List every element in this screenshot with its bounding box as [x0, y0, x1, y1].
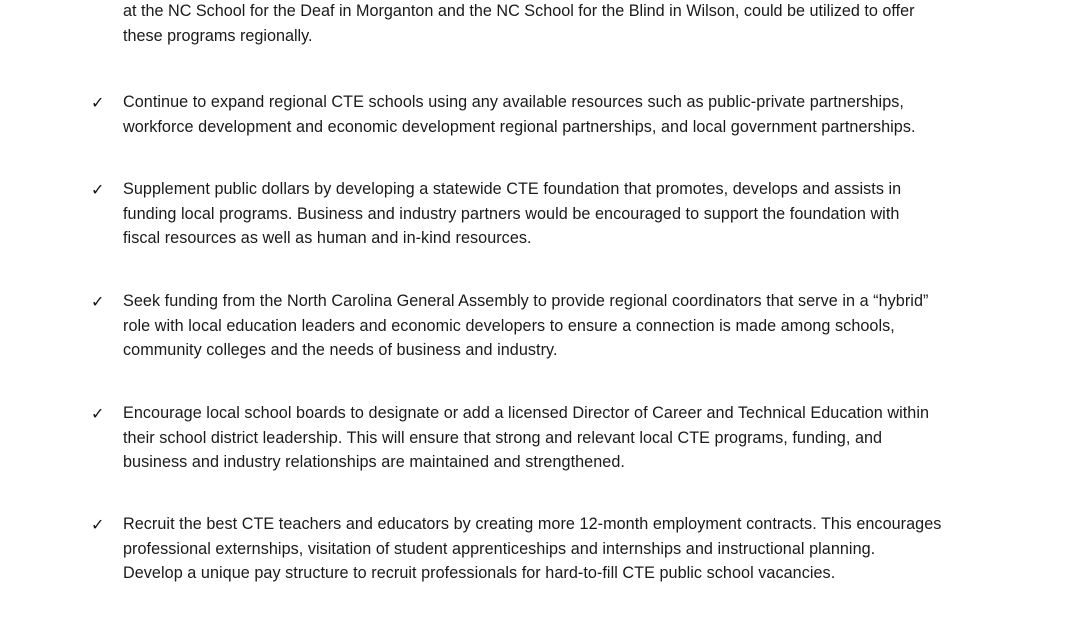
- bullet-line: Continue to expand regional CTE schools using any available resources such as public-private partnerships,: [123, 93, 904, 111]
- bullet-text: [123, 289, 1033, 363]
- bullet-text: [123, 177, 1033, 251]
- bullet-line: Develop a unique pay structure to recruit professionals for hard-to-fill CTE public school vacancies.: [123, 564, 836, 582]
- bullet-line: funding local programs. Business and industry partners would be encouraged to support the foundation with: [123, 204, 900, 223]
- bullet-line: fiscal resources as well as human and in-kind resources.: [123, 229, 532, 247]
- bullet-line: role with local education leaders and economic developers to ensure a connection is made among schools,: [123, 316, 895, 335]
- intro-line: at the NC School for the Deaf in Morganton and the NC School for the Blind in Wilson, could be utilized to offer: [123, 2, 915, 20]
- bullet-line: Supplement public dollars by developing a statewide CTE foundation that promotes, develops and assists in: [123, 180, 902, 198]
- bullet-text: [123, 90, 1033, 139]
- bullet-line: workforce development and economic development regional partnerships, and local government partnerships.: [123, 117, 916, 136]
- intro-paragraph: [123, 0, 1033, 49]
- bullet-line: business and industry relationships are maintained and strengthened.: [123, 453, 625, 471]
- bullet-text: [123, 401, 1033, 475]
- checkmark-icon: ✓: [91, 93, 105, 112]
- bullet-line: their school district leadership. This will ensure that strong and relevant local CTE programs, funding, and: [123, 428, 883, 447]
- checkmark-icon: ✓: [91, 515, 105, 534]
- checkmark-icon: ✓: [91, 292, 105, 311]
- bullet-line: Recruit the best CTE teachers and educators by creating more 12-month employment contracts. This encourages: [123, 515, 942, 533]
- bullet-line: community colleges and the needs of business and industry.: [123, 341, 558, 359]
- intro-line: these programs regionally.: [123, 27, 313, 45]
- bullet-line: professional externships, visitation of student apprenticeships and internships and instructional planning.: [123, 539, 876, 558]
- checkmark-icon: ✓: [91, 180, 105, 199]
- bullet-text: [123, 512, 1033, 586]
- bullet-line: Seek funding from the North Carolina General Assembly to provide regional coordinators that serve in a “hybrid”: [123, 292, 929, 310]
- checkmark-icon: ✓: [91, 404, 105, 423]
- bullet-line: Encourage local school boards to designate or add a licensed Director of Career and Technical Education within: [123, 404, 930, 422]
